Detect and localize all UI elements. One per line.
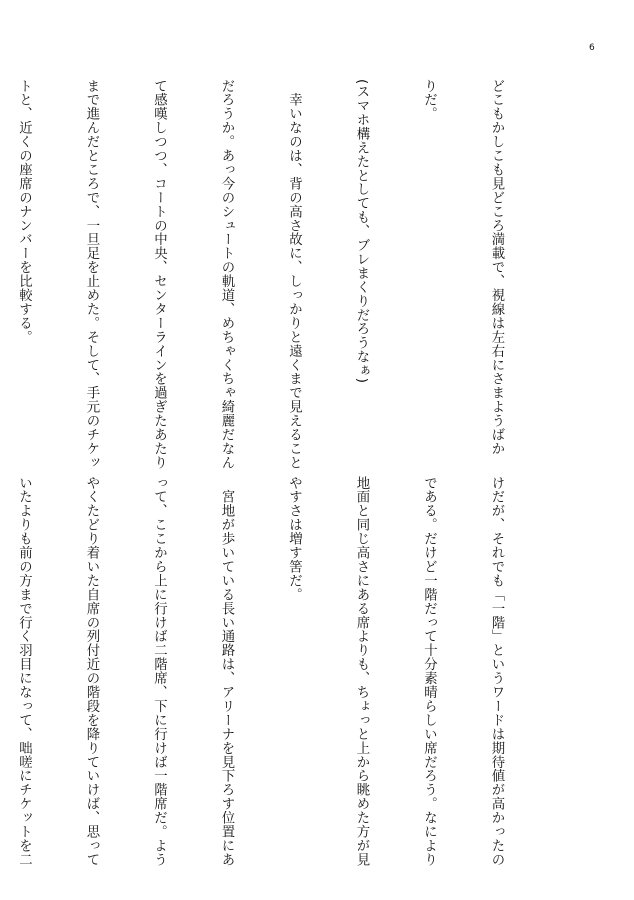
text-line: まで進んだところで、一旦足を止めた。そして、手元のチケッ [84, 79, 99, 470]
page-number: 6 [589, 43, 595, 53]
text-line: りだ。 [421, 79, 437, 121]
text-line: 地面と同じ高さにある席よりも、ちょっと上から眺めた方が見 [354, 476, 369, 867]
text-line: て感嘆しつつ、コートの中央、センターラインを過ぎたあたり [151, 79, 167, 470]
text-line: である。だけど一階だって十分素晴らしい席だろう。なにより [421, 476, 437, 867]
text-line: 宮地が歩いている長い通路は、アリーナを見下ろす位置にあ [219, 476, 234, 867]
text-line: 幸いなのは、背の高さ故に、しっかりと遠くまで見えること [286, 79, 302, 470]
text-line: やすさは増す筈だ。 [286, 476, 302, 602]
text-line: (スマホ構えたとしても、ブレまくりだろうなぁ) [354, 79, 369, 384]
text-line: どこもかしこも見どころ満載で、視線は左右にさまようばか [489, 79, 504, 456]
text-line: って、ここから上に行けば二階席、下に行けば一階席だ。よう [151, 476, 167, 867]
text-line: いたよりも前の方まで行く羽目になって、咄嗟にチケットを二 [16, 476, 32, 867]
text-line: トと、近くの座席のナンバーを比較する。 [16, 79, 32, 345]
upper-text-block [0, 79, 552, 470]
lower-text-block [0, 476, 552, 867]
text-line: やくたどり着いた自席の列付近の階段を降りていけば、思って [84, 476, 99, 867]
text-line: だろうか。あっ今のシュートの軌道、めちゃくちゃ綺麗だなん [219, 79, 234, 470]
text-line: けだが、それでも「一階」というワードは期待値が高かったの [489, 476, 504, 867]
